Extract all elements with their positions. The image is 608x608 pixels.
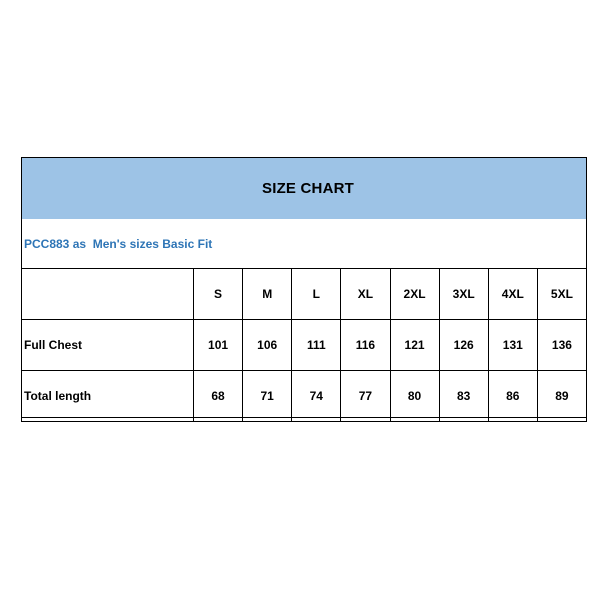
table-cell: 121: [390, 320, 439, 371]
size-header-cell: XL: [341, 269, 390, 320]
table-cell: 89: [537, 371, 586, 422]
size-header-cell: 2XL: [390, 269, 439, 320]
subtitle-row: [22, 219, 586, 268]
size-header-cell: S: [194, 269, 243, 320]
chart-title: SIZE CHART: [262, 180, 354, 197]
row-label-total-length: Total length: [22, 371, 194, 422]
table-cell: 136: [537, 320, 586, 371]
table-cell: 86: [488, 371, 537, 422]
table-cell: 111: [292, 320, 341, 371]
table-cell: 80: [390, 371, 439, 422]
table-cell: 126: [439, 320, 488, 371]
size-chart: [21, 157, 587, 418]
size-header-cell: 4XL: [488, 269, 537, 320]
table-row: [22, 371, 587, 422]
table-cell: 106: [243, 320, 292, 371]
table-cell: 101: [194, 320, 243, 371]
size-header-row: [22, 269, 587, 320]
table-cell: 77: [341, 371, 390, 422]
table-cell: 68: [194, 371, 243, 422]
size-header-cell: 3XL: [439, 269, 488, 320]
table-cell: 116: [341, 320, 390, 371]
table-cell: 74: [292, 371, 341, 422]
table-cell: 83: [439, 371, 488, 422]
chart-header: [22, 158, 586, 219]
size-header-cell: 5XL: [537, 269, 586, 320]
size-header-cell: L: [292, 269, 341, 320]
corner-cell: [22, 269, 194, 320]
table-cell: 71: [243, 371, 292, 422]
chart-subtitle: PCC883 as Men's sizes Basic Fit: [24, 236, 213, 251]
table-row: [22, 320, 587, 371]
row-label-full-chest: Full Chest: [22, 320, 194, 371]
table-cell: 131: [488, 320, 537, 371]
size-header-cell: M: [243, 269, 292, 320]
size-table: [21, 268, 587, 422]
